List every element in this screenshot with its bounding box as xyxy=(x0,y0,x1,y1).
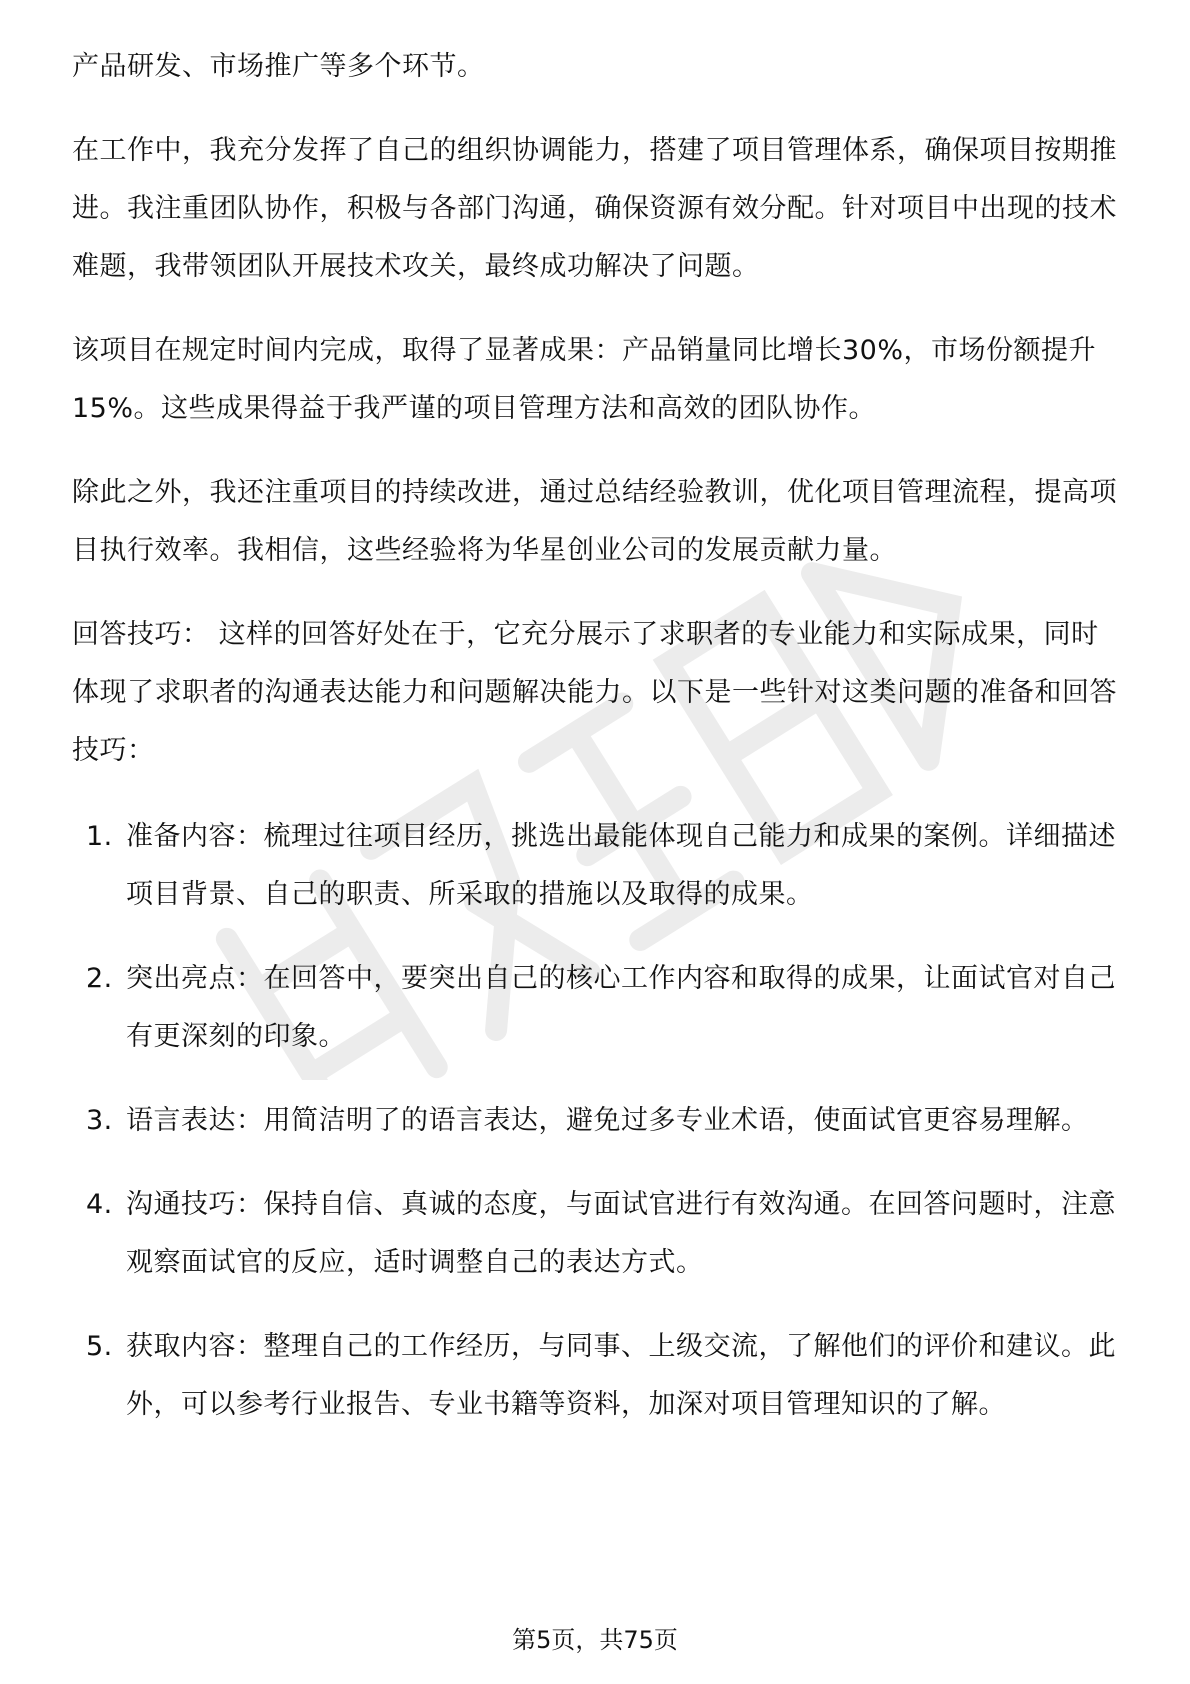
paragraph-work-description: 在工作中，我充分发挥了自己的组织协调能力，搭建了项目管理体系，确保项目按期推进。我注重团队协作，积极与各部门沟通，确保资源有效分配。针对项目中出现的技术难题，我带领团队开展技术攻关，最终成功解决了问题。 xyxy=(72,135,1117,282)
list-text: 获取内容：整理自己的工作经历，与同事、上级交流，了解他们的评价和建议。此外，可以参考行业报告、专业书籍等资料，加深对项目管理知识的了解。 xyxy=(126,1331,1116,1420)
list-text: 沟通技巧：保持自信、真诚的态度，与面试官进行有效沟通。在回答问题时，注意观察面试官的反应，适时调整自己的表达方式。 xyxy=(126,1189,1116,1278)
paragraph-intro-continuation: 产品研发、市场推广等多个环节。 xyxy=(72,51,485,82)
tips-list xyxy=(72,808,1118,1434)
list-item xyxy=(72,950,1118,1066)
list-item xyxy=(72,1092,1118,1150)
list-number: 4. xyxy=(86,1189,113,1220)
page-footer xyxy=(0,1620,1190,1655)
paragraph-results: 该项目在规定时间内完成，取得了显著成果：产品销量同比增长30%，市场份额提升15%。这些成果得益于我严谨的项目管理方法和高效的团队协作。 xyxy=(72,335,1097,424)
document-body xyxy=(72,38,1118,1460)
list-number: 3. xyxy=(86,1105,113,1136)
list-item xyxy=(72,808,1118,924)
list-item xyxy=(72,1176,1118,1292)
list-number: 5. xyxy=(86,1331,113,1362)
list-item xyxy=(72,1318,1118,1434)
list-number: 2. xyxy=(86,963,113,994)
list-text: 突出亮点：在回答中，要突出自己的核心工作内容和取得的成果，让面试官对自己有更深刻的印象。 xyxy=(126,963,1116,1052)
list-text: 准备内容：梳理过往项目经历，挑选出最能体现自己能力和成果的案例。详细描述项目背景、自己的职责、所采取的措施以及取得的成果。 xyxy=(126,821,1116,910)
paragraph-answer-tips: 回答技巧： 这样的回答好处在于，它充分展示了求职者的专业能力和实际成果，同时体现了求职者的沟通表达能力和问题解决能力。以下是一些针对这类问题的准备和回答技巧： xyxy=(72,619,1117,766)
list-number: 1. xyxy=(86,821,113,852)
list-text: 语言表达：用简洁明了的语言表达，避免过多专业术语，使面试官更容易理解。 xyxy=(126,1105,1089,1136)
page-number-label: 第5页，共75页 xyxy=(512,1626,678,1654)
paragraph-improvement: 除此之外，我还注重项目的持续改进，通过总结经验教训，优化项目管理流程，提高项目执行效率。我相信，这些经验将为华星创业公司的发展贡献力量。 xyxy=(72,477,1117,566)
